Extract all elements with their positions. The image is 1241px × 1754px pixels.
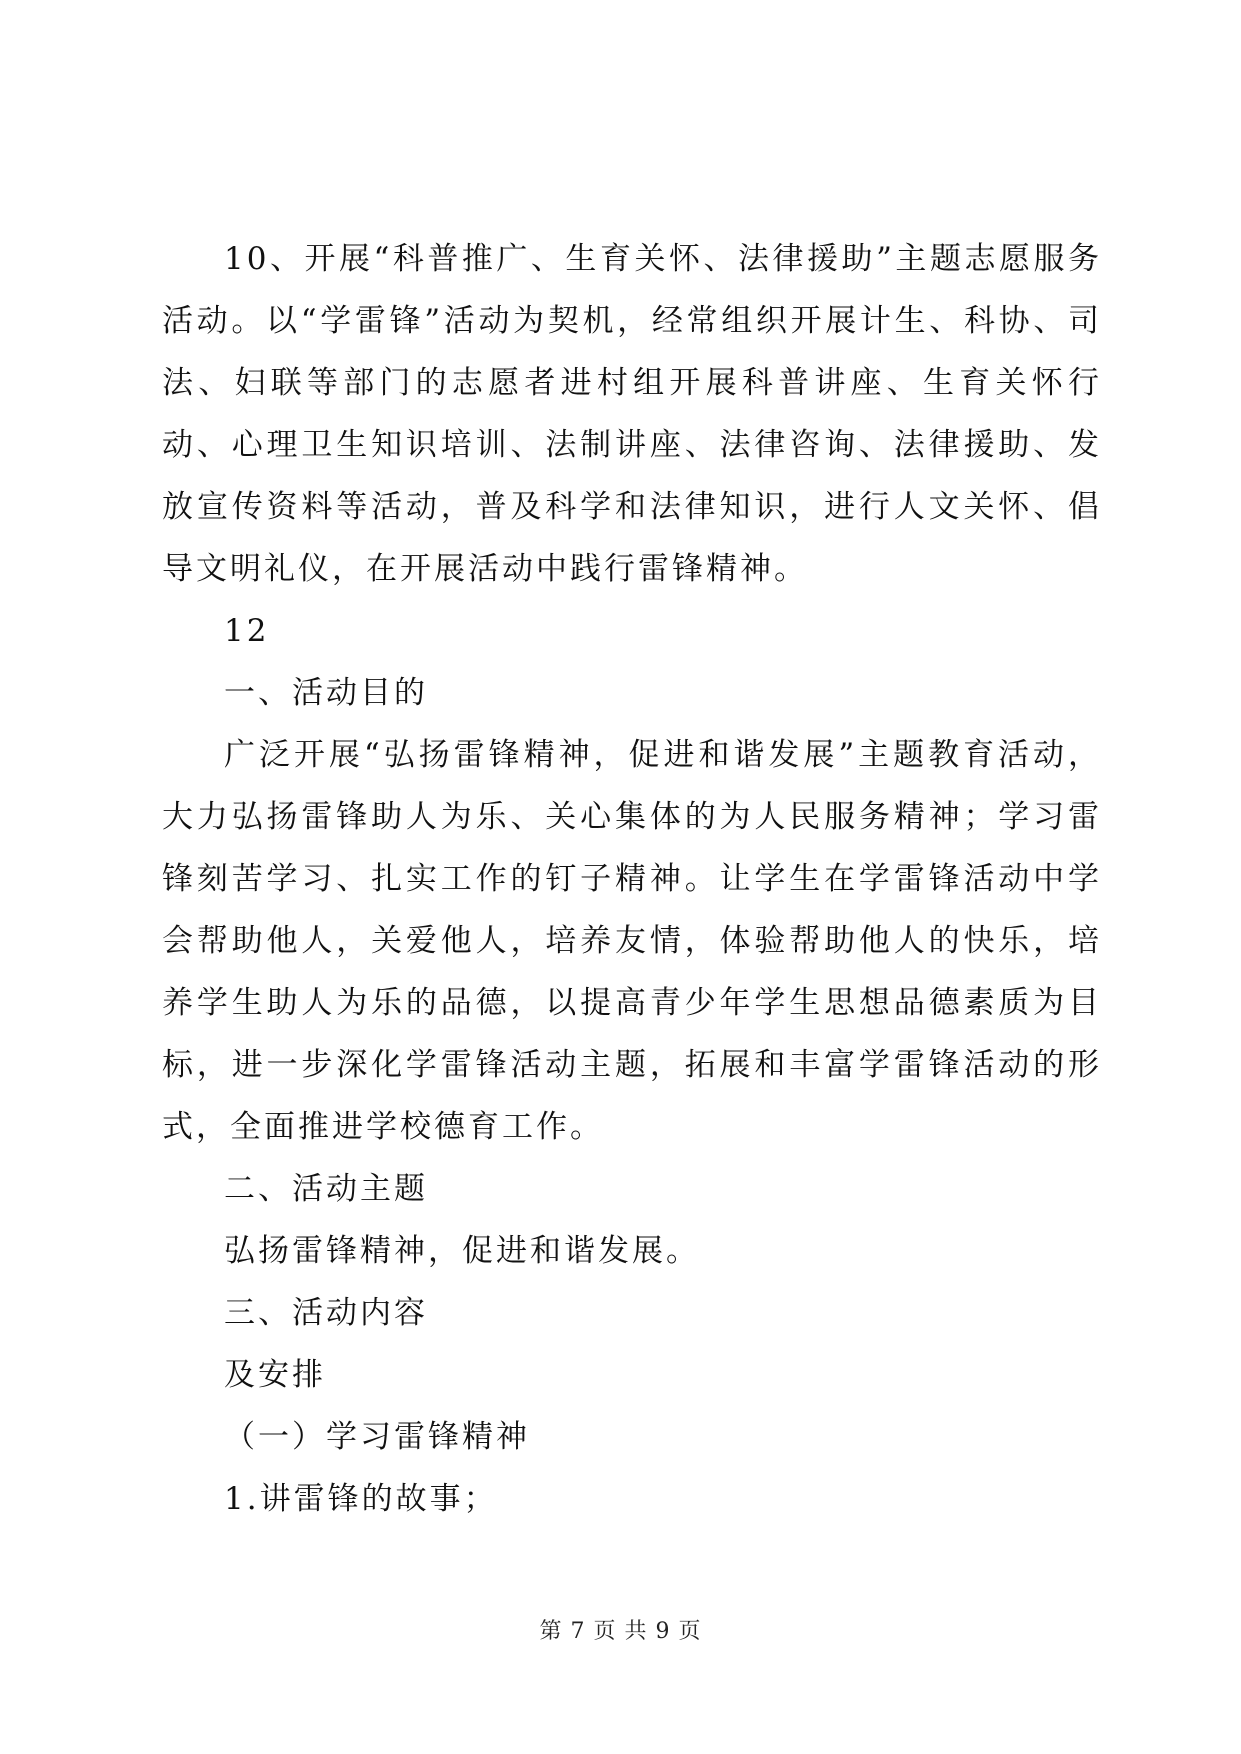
paragraph-purpose: 广泛开展“弘扬雷锋精神，促进和谐发展”主题教育活动，大力弘扬雷锋助人为乐、关心集体的为人民服务精神；学习雷锋刻苦学习、扎实工作的钉子精神。让学生在学雷锋活动中学会帮助他人，关爱他人，培养友情，体验帮助他人的快乐，培养学生助人为乐的品德，以提高青少年学生思想品德素质为目标，进一步深化学雷锋活动主题，拓展和丰富学雷锋活动的形式，全面推进学校德育工作。 xyxy=(162,737,1102,1145)
section-heading-purpose: 一、活动目的 xyxy=(224,675,428,711)
subsection-heading-study: （一）学习雷锋精神 xyxy=(224,1419,530,1455)
section-heading-content: 三、活动内容 xyxy=(224,1295,428,1331)
paragraph-number: 12 xyxy=(224,613,270,649)
page-footer: 第 7 页 共 9 页 xyxy=(539,1619,702,1644)
list-item-story: 1.讲雷锋的故事； xyxy=(224,1481,498,1517)
paragraph-theme: 弘扬雷锋精神，促进和谐发展。 xyxy=(224,1233,700,1269)
section-heading-arrangement: 及安排 xyxy=(224,1357,326,1393)
section-heading-theme: 二、活动主题 xyxy=(224,1171,428,1207)
paragraph-volunteer-activity: 10、开展“科普推广、生育关怀、法律援助”主题志愿服务活动。以“学雷锋”活动为契机，经常组织开展计生、科协、司法、妇联等部门的志愿者进村组开展科普讲座、生育关怀行动、心理卫生知识培训、法制讲座、法律咨询、法律援助、发放宣传资料等活动，普及科学和法律知识，进行人文关怀、倡导文明礼仪，在开展活动中践行雷锋精神。 xyxy=(162,241,1102,587)
document-body xyxy=(162,228,1102,1530)
